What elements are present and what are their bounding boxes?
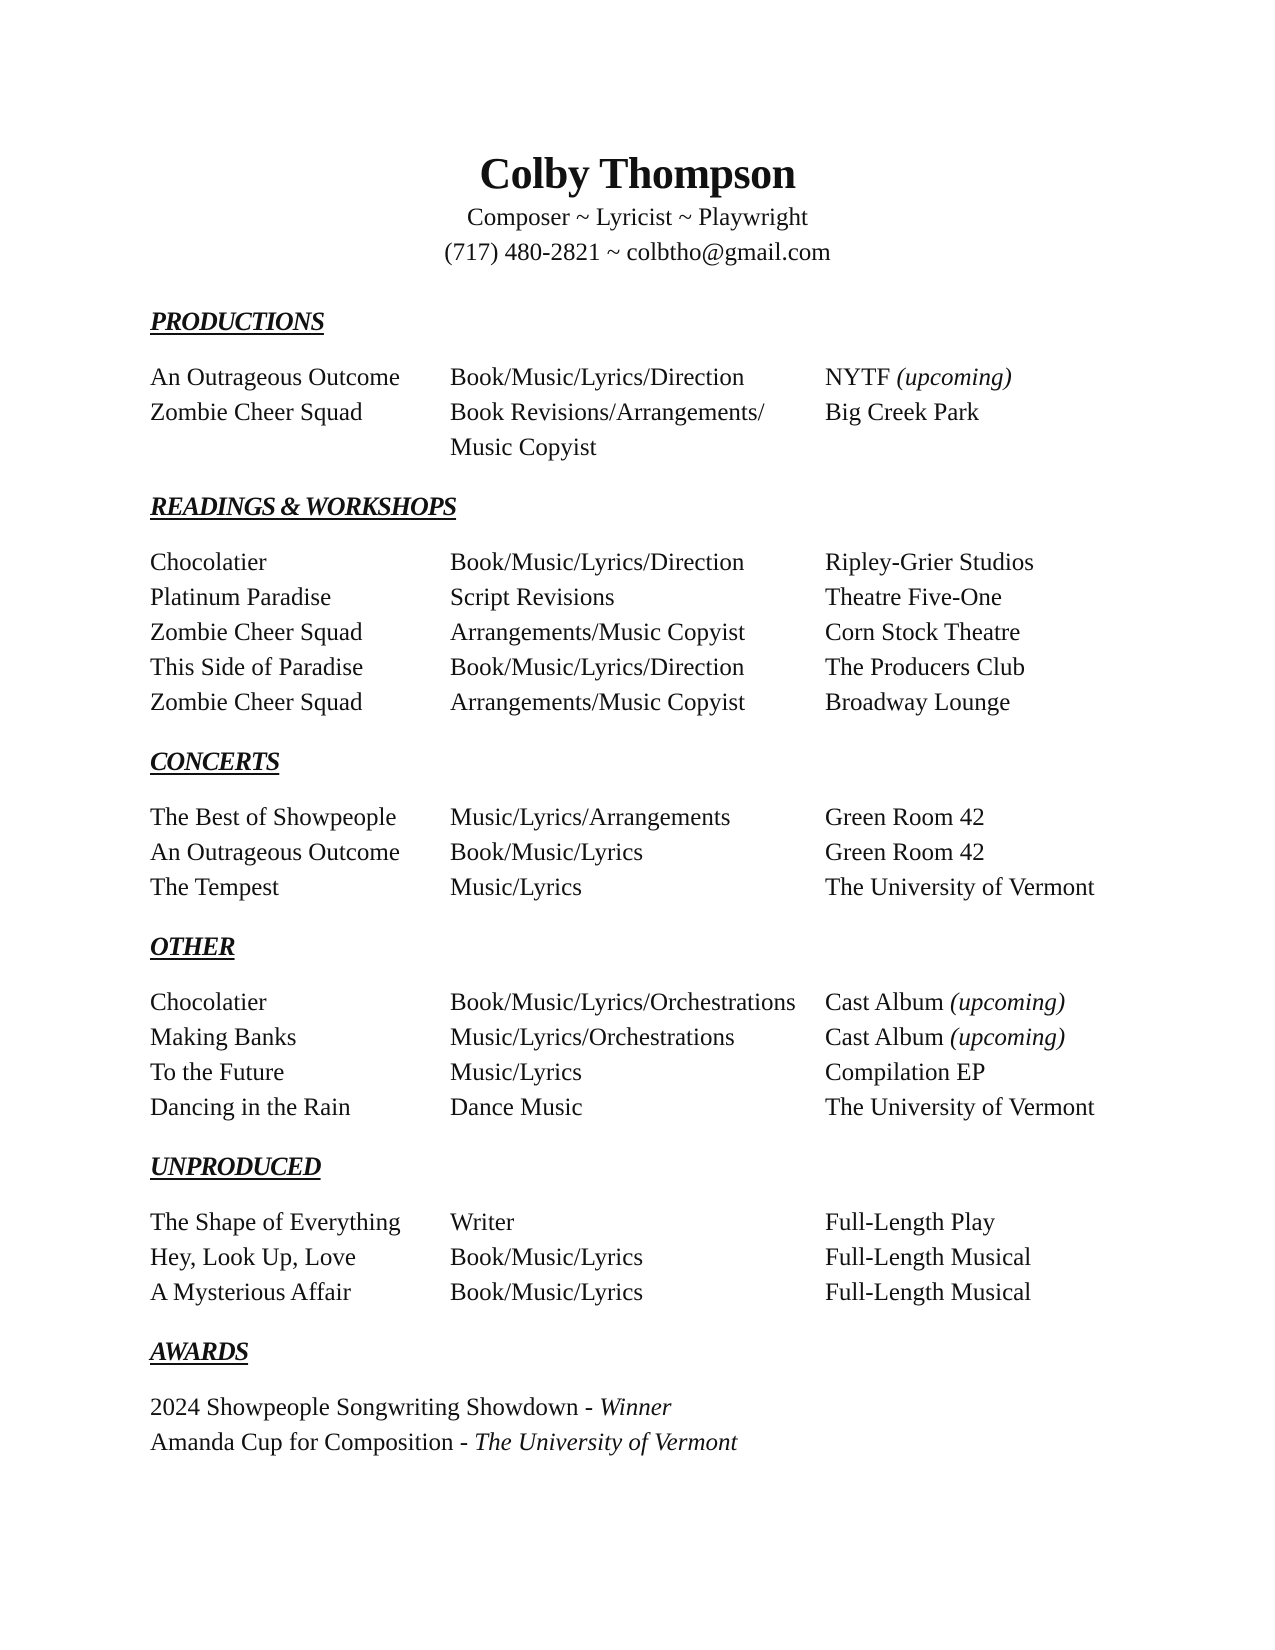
credit-role: Music/Lyrics [450, 1059, 582, 1086]
credit-title: An Outrageous Outcome [150, 839, 400, 866]
award-item [150, 1390, 1150, 1425]
resume-body [150, 304, 1150, 1484]
list-item [150, 395, 1150, 465]
section-productions [150, 304, 1150, 465]
credit-venue: Full-Length Play [825, 1209, 996, 1236]
award-detail: The University of Vermont [474, 1429, 738, 1456]
section-title: READINGS & WORKSHOPS [150, 492, 457, 521]
credit-title: Chocolatier [150, 549, 267, 576]
credit-role: Book/Music/Lyrics [450, 839, 644, 866]
roles-line: Composer ~ Lyricist ~ Playwright [467, 204, 808, 231]
credit-role: Music/Lyrics/Orchestrations [450, 1024, 735, 1051]
section-unproduced [150, 1149, 1150, 1310]
credit-role: Music/Lyrics [450, 874, 582, 901]
credit-role [450, 395, 825, 465]
list-item [150, 580, 1150, 615]
credit-title: Zombie Cheer Squad [150, 689, 363, 716]
credit-venue: Green Room 42 [825, 804, 985, 831]
venue-name: Cast Album [825, 1024, 944, 1051]
credit-title: The Shape of Everything [150, 1209, 401, 1236]
list-item [150, 545, 1150, 580]
credit-role: Arrangements/Music Copyist [450, 689, 746, 716]
credit-venue: Broadway Lounge [825, 689, 1011, 716]
award-detail: Winner [599, 1394, 672, 1421]
list-item [150, 870, 1150, 905]
list-item [150, 615, 1150, 650]
credit-venue: Full-Length Musical [825, 1279, 1032, 1306]
credit-venue [825, 360, 1150, 395]
list-item [150, 1055, 1150, 1090]
credit-role-line: Book Revisions/Arrangements/ [450, 399, 765, 426]
credit-venue: Big Creek Park [825, 399, 980, 426]
credit-title: Hey, Look Up, Love [150, 1244, 356, 1271]
credit-venue [825, 985, 1150, 1020]
credit-title: Dancing in the Rain [150, 1094, 351, 1121]
credit-venue: Theatre Five-One [825, 584, 1003, 611]
credit-venue: The University of Vermont [825, 1094, 1095, 1121]
credit-venue [825, 1020, 1150, 1055]
credit-venue: The Producers Club [825, 654, 1025, 681]
section-awards [150, 1334, 1150, 1460]
list-item [150, 360, 1150, 395]
credit-role: Book/Music/Lyrics/Orchestrations [450, 989, 796, 1016]
credit-venue: Compilation EP [825, 1059, 986, 1086]
list-item [150, 1240, 1150, 1275]
list-item [150, 800, 1150, 835]
credit-role: Book/Music/Lyrics/Direction [450, 654, 745, 681]
section-title: CONCERTS [150, 747, 280, 776]
award-text: 2024 Showpeople Songwriting Showdown - [150, 1394, 600, 1421]
venue-note: (upcoming) [896, 364, 1012, 391]
contact-line: (717) 480-2821 ~ colbtho@gmail.com [444, 239, 831, 266]
credit-title: Platinum Paradise [150, 584, 332, 611]
resume-header [0, 148, 1275, 270]
section-other [150, 929, 1150, 1125]
credit-venue: Corn Stock Theatre [825, 619, 1021, 646]
credit-title: This Side of Paradise [150, 654, 364, 681]
section-concerts [150, 744, 1150, 905]
credit-role: Book/Music/Lyrics/Direction [450, 364, 745, 391]
credit-title: To the Future [150, 1059, 285, 1086]
credit-role: Book/Music/Lyrics [450, 1244, 644, 1271]
person-name: Colby Thompson [479, 149, 796, 198]
section-title: PRODUCTIONS [150, 307, 324, 336]
credit-venue: The University of Vermont [825, 874, 1095, 901]
venue-note: (upcoming) [950, 1024, 1066, 1051]
list-item [150, 1275, 1150, 1310]
list-item [150, 1205, 1150, 1240]
credit-venue: Full-Length Musical [825, 1244, 1032, 1271]
list-item [150, 685, 1150, 720]
list-item [150, 1020, 1150, 1055]
list-item [150, 1090, 1150, 1125]
venue-name: Cast Album [825, 989, 944, 1016]
credit-venue: Green Room 42 [825, 839, 985, 866]
section-title: UNPRODUCED [150, 1152, 321, 1181]
credit-role: Arrangements/Music Copyist [450, 619, 746, 646]
list-item [150, 650, 1150, 685]
credit-role: Music/Lyrics/Arrangements [450, 804, 731, 831]
credit-title: Zombie Cheer Squad [150, 619, 363, 646]
credit-role-line: Music Copyist [450, 434, 597, 461]
credit-title: An Outrageous Outcome [150, 364, 400, 391]
venue-name: NYTF [825, 364, 891, 391]
venue-note: (upcoming) [950, 989, 1066, 1016]
credit-title: Zombie Cheer Squad [150, 399, 363, 426]
credit-title: A Mysterious Affair [150, 1279, 351, 1306]
credit-title: The Best of Showpeople [150, 804, 397, 831]
credit-title: The Tempest [150, 874, 280, 901]
section-title: OTHER [150, 932, 235, 961]
credit-venue: Ripley-Grier Studios [825, 549, 1035, 576]
award-item [150, 1425, 1150, 1460]
credit-role: Script Revisions [450, 584, 615, 611]
credit-title: Chocolatier [150, 989, 267, 1016]
credit-title: Making Banks [150, 1024, 297, 1051]
award-text: Amanda Cup for Composition - [150, 1429, 475, 1456]
credit-role: Dance Music [450, 1094, 583, 1121]
section-title: AWARDS [150, 1337, 249, 1366]
section-readings-workshops [150, 489, 1150, 720]
credit-role: Book/Music/Lyrics [450, 1279, 644, 1306]
credit-role: Writer [450, 1209, 515, 1236]
credit-role: Book/Music/Lyrics/Direction [450, 549, 745, 576]
list-item [150, 985, 1150, 1020]
list-item [150, 835, 1150, 870]
